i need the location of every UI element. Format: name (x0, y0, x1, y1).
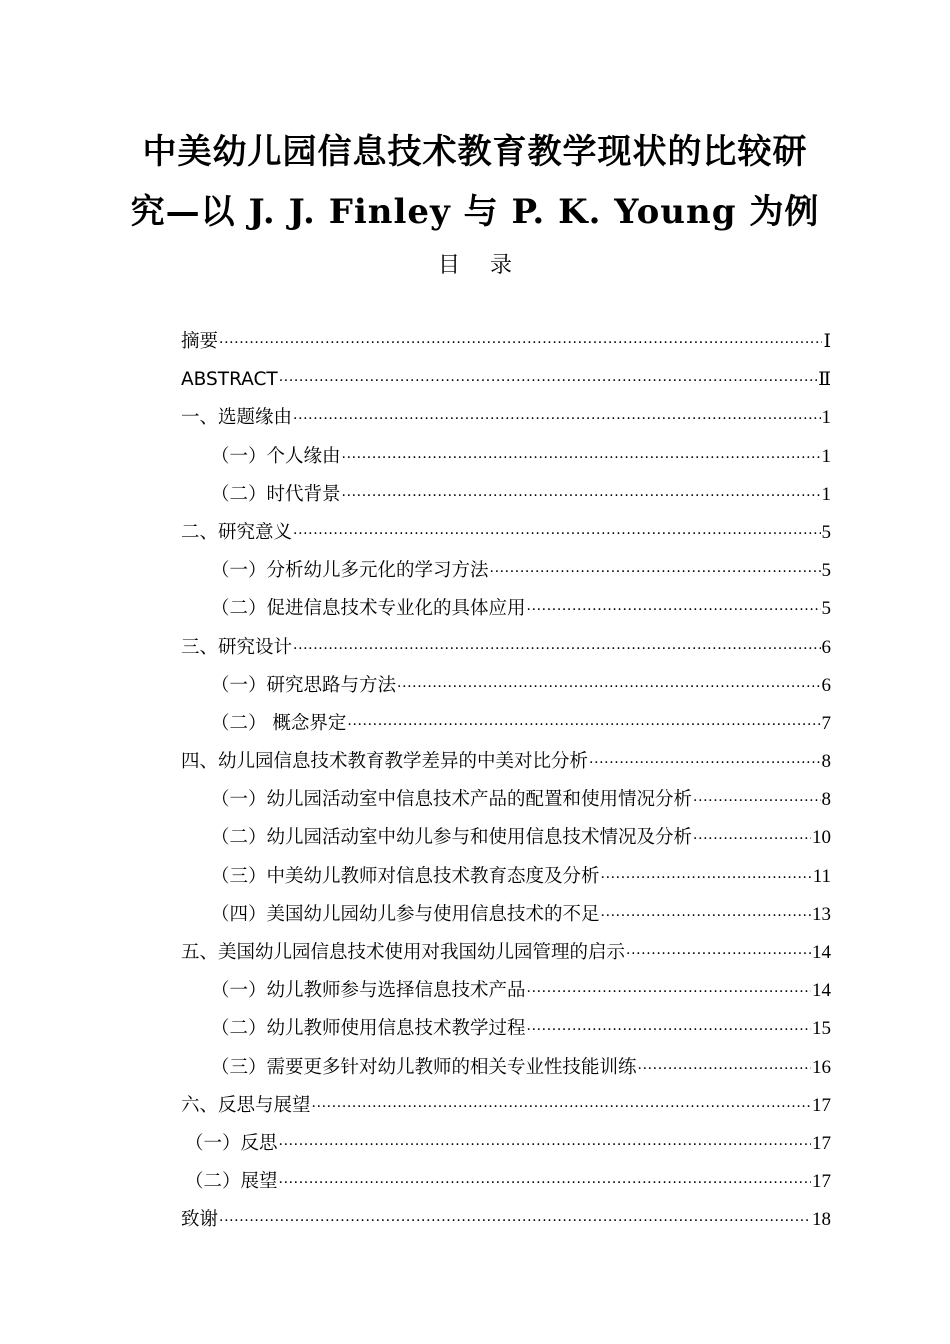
toc-entry-page: 16 (812, 1056, 831, 1078)
toc-leader-dots (279, 362, 817, 399)
document-title-line-2: 究—以 J. J. Finley 与 P. K. Young 为例 (130, 192, 820, 232)
toc-entry[interactable] (181, 361, 831, 399)
toc-leader-dots (601, 859, 812, 896)
toc-leader-dots (219, 324, 822, 361)
toc-leader-dots (347, 706, 820, 743)
toc-leader-dots (527, 1011, 811, 1048)
toc-entry-page: 1 (821, 407, 831, 429)
toc-entry[interactable] (181, 934, 831, 972)
toc-entry[interactable] (181, 896, 831, 934)
toc-entry-label: 二、研究意义 (181, 521, 293, 543)
toc-entry-label: （二）促进信息技术专业化的具体应用 (211, 598, 526, 620)
toc-entry[interactable] (181, 858, 831, 896)
toc-entry[interactable] (181, 476, 831, 514)
toc-entry[interactable] (181, 1201, 831, 1239)
toc-entry-page: 11 (812, 865, 831, 887)
toc-entry[interactable] (181, 629, 831, 667)
toc-entry[interactable] (181, 972, 831, 1010)
toc-entry-label: 六、反思与展望 (181, 1094, 311, 1116)
toc-entry[interactable] (181, 781, 831, 819)
toc-entry[interactable] (181, 323, 831, 361)
toc-entry[interactable] (181, 1049, 831, 1087)
toc-entry-label: 五、美国幼儿园信息技术使用对我国幼儿园管理的启示 (181, 942, 626, 963)
toc-leader-dots (293, 630, 820, 667)
toc-entry-page: 17 (812, 1132, 831, 1154)
toc-entry-page: 8 (821, 789, 831, 811)
toc-entry-page: 8 (821, 751, 831, 773)
toc-leader-dots (219, 1202, 811, 1239)
toc-entry-page: Ⅱ (818, 369, 831, 391)
toc-entry-page: 17 (812, 1171, 831, 1193)
toc-entry-page: 14 (812, 980, 831, 1002)
toc-entry-page: 6 (821, 674, 831, 696)
toc-entry-page: 1 (821, 483, 831, 505)
toc-entry-label: （二） 概念界定 (211, 712, 347, 734)
toc-entry[interactable] (181, 705, 831, 743)
toc-entry[interactable] (181, 1163, 831, 1201)
toc-entry-label: （一）反思 (185, 1132, 278, 1154)
toc-entry-page: 7 (821, 712, 831, 734)
toc-leader-dots (626, 935, 811, 972)
toc-leader-dots (312, 1088, 811, 1125)
toc-entry-label: （一）个人缘由 (211, 445, 341, 467)
toc-entry[interactable] (181, 1010, 831, 1048)
toc-leader-dots (527, 973, 811, 1010)
toc-entry-label: 四、幼儿园信息技术教育教学差异的中美对比分析 (181, 751, 589, 773)
toc-entry[interactable] (181, 743, 831, 781)
toc-entry-page: 13 (812, 903, 831, 925)
toc-entry-label: （三）中美幼儿教师对信息技术教育态度及分析 (211, 865, 600, 887)
toc-entry-label: （一）幼儿园活动室中信息技术产品的配置和使用情况分析 (211, 789, 693, 811)
toc-entry[interactable] (181, 1087, 831, 1125)
toc-entry-label: （四）美国幼儿园幼儿参与使用信息技术的不足 (211, 903, 600, 925)
toc-entry-label: （一）幼儿教师参与选择信息技术产品 (211, 980, 526, 1002)
toc-entry-label: 致谢 (181, 1209, 219, 1231)
toc-leader-dots (279, 1126, 811, 1163)
toc-leader-dots (589, 744, 820, 781)
toc-leader-dots (342, 477, 821, 514)
toc-leader-dots (693, 782, 820, 819)
toc-entry-page: 5 (821, 521, 831, 543)
table-of-contents (181, 323, 831, 1240)
toc-entry-page: 1 (821, 445, 831, 467)
toc-entry[interactable] (181, 438, 831, 476)
toc-entry-label: （二）幼儿教师使用信息技术教学过程 (211, 1018, 526, 1040)
toc-entry-label: （三）需要更多针对幼儿教师的相关专业性技能训练 (211, 1056, 637, 1078)
toc-entry-page: Ⅰ (823, 331, 831, 352)
toc-entry-label: （二）时代背景 (211, 483, 341, 505)
toc-entry[interactable] (181, 667, 831, 705)
toc-leader-dots (293, 515, 820, 552)
toc-leader-dots (527, 591, 821, 628)
toc-entry-page: 5 (821, 560, 831, 582)
toc-leader-dots (397, 668, 820, 705)
toc-leader-dots (601, 897, 811, 934)
toc-entry[interactable] (181, 590, 831, 628)
toc-leader-dots (342, 439, 821, 476)
toc-entry[interactable] (181, 514, 831, 552)
toc-entry-label: （二）展望 (185, 1171, 278, 1193)
document-title-line-1: 中美幼儿园信息技术教育教学现状的比较研 (142, 132, 808, 172)
toc-entry-page: 10 (812, 827, 831, 849)
toc-entry-label: 摘要 (181, 331, 219, 352)
toc-leader-dots (293, 400, 820, 437)
toc-entry[interactable] (181, 552, 831, 590)
toc-entry-label: （一）研究思路与方法 (211, 674, 397, 696)
toc-entry-label: （二）幼儿园活动室中幼儿参与和使用信息技术情况及分析 (211, 827, 693, 849)
toc-entry-page: 5 (821, 598, 831, 620)
toc-entry-page: 17 (812, 1094, 831, 1116)
toc-leader-dots (279, 1164, 811, 1201)
toc-entry[interactable] (181, 819, 831, 857)
toc-entry-page: 14 (812, 942, 831, 963)
toc-heading: 目录 (437, 253, 542, 278)
toc-entry-page: 6 (821, 636, 831, 658)
toc-entry-label: ABSTRACT (181, 369, 278, 391)
toc-entry-page: 15 (812, 1018, 831, 1040)
toc-entry-page: 18 (812, 1209, 831, 1231)
toc-entry-label: （一）分析幼儿多元化的学习方法 (211, 560, 489, 582)
toc-entry-label: 三、研究设计 (181, 636, 293, 658)
toc-leader-dots (490, 553, 821, 590)
toc-entry[interactable] (181, 1125, 831, 1163)
toc-leader-dots (638, 1050, 811, 1087)
toc-leader-dots (693, 820, 811, 857)
toc-entry-label: 一、选题缘由 (181, 407, 293, 429)
toc-entry[interactable] (181, 399, 831, 437)
